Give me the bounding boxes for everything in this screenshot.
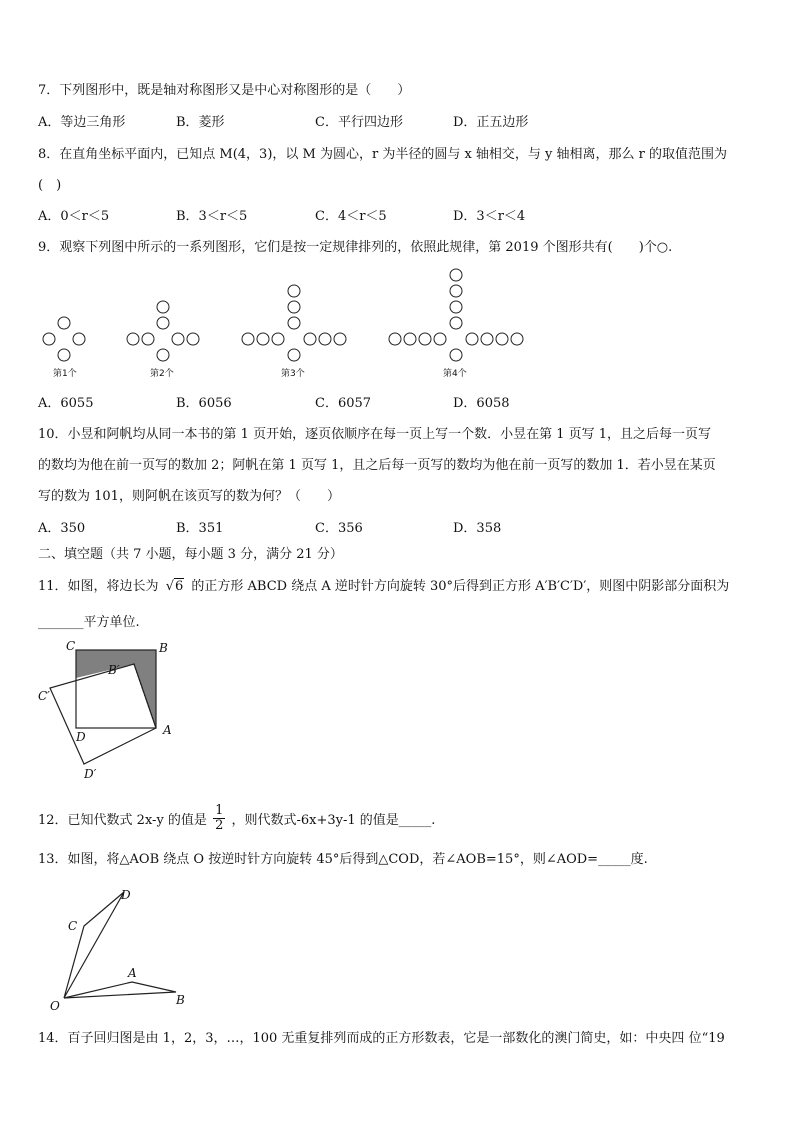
sqrt-icon: √: [165, 579, 174, 594]
q11-label-c: C: [66, 639, 76, 653]
q9-figure-1: [43, 317, 85, 361]
q12-line: [38, 803, 436, 835]
q7-stem: 7．下列图形中，既是轴对称图形又是中心对称图形的是（ ）: [38, 83, 411, 98]
q10-option-b: B．351: [176, 521, 224, 536]
q11-line-1: [38, 578, 729, 596]
q9-stem: 9．观察下列图中所示的一系列图形，它们是按一定规律排列的，依照此规律，第 2019 个图形共有( )个○.: [38, 240, 673, 255]
q7-option-b: B．菱形: [176, 115, 225, 130]
q13-label-o: O: [50, 999, 60, 1013]
q13-label-d: D: [121, 888, 131, 902]
q9-option-d: D．6058: [453, 396, 510, 411]
q9-caption-3: 第3个: [281, 369, 305, 379]
q11-sqrt: [166, 578, 185, 596]
q9-option-a: A．6055: [38, 396, 94, 411]
q13-stem: 13．如图，将△AOB 绕点 O 按逆时针方向旋转 45°后得到△COD，若∠AOB=15°，则∠AOD=_____度.: [38, 852, 648, 867]
q11-label-b: B: [159, 641, 168, 655]
q11-rotated-square-figure: [36, 638, 182, 786]
q11-shaded-region: [76, 650, 156, 728]
q11-label-c-prime: C′: [38, 689, 50, 703]
q11-line-1-start: 11．如图，将边长为: [38, 579, 159, 594]
q13-label-b: B: [176, 993, 185, 1007]
q11-radicand: 6: [174, 579, 184, 594]
q11-label-a: A: [163, 723, 172, 737]
q9-figure-3: [242, 285, 346, 361]
q7-option-c: C．平行四边形: [315, 115, 403, 130]
q11-label-d: D: [76, 730, 86, 744]
q7-option-a: A．等边三角形: [38, 115, 126, 130]
q8-option-c: C．4＜r＜5: [315, 209, 387, 224]
q10-line-3: 写的数为 101，则阿帆在该页写的数为何？（ ）: [38, 489, 340, 504]
section-2-heading: 二、填空题（共 7 小题，每小题 3 分，满分 21 分）: [38, 547, 343, 562]
q8-option-b: B．3＜r＜5: [176, 209, 248, 224]
q13-label-a: A: [128, 966, 137, 980]
q12-text-end: ，则代数式-6x+3y-1 的值是_____.: [231, 813, 436, 828]
q8-stem-paren: ( ): [38, 178, 62, 193]
q10-option-c: C．356: [315, 521, 363, 536]
q11-line-2: _______平方单位.: [38, 615, 140, 630]
q9-option-c: C．6057: [315, 396, 372, 411]
q14-stem: 14．百子回归图是由 1，2，3，…，100 无重复排列而成的正方形数表，它是一部数化的澳门简史，如：中央四 位“19: [38, 1031, 725, 1046]
q12-fraction: [213, 804, 225, 833]
q12-fraction-numerator: 1: [215, 803, 224, 818]
q11-line-1-end: 的正方形 ABCD 绕点 A 逆时针方向旋转 30°后得到正方形 A′B′C′D′，则图中阴影部分面积为: [191, 579, 730, 594]
q9-figure-2: [127, 301, 199, 361]
q13-triangle-aob: [64, 982, 176, 998]
q9-pattern-figure: [36, 264, 536, 380]
q10-option-a: A．350: [38, 521, 86, 536]
q10-line-1: 10．小昱和阿帆均从同一本书的第 1 页开始，逐页依顺序在每一页上写一个数．小昱在第 1 页写 1，且之后每一页写: [38, 427, 712, 442]
q12-fraction-denominator: 2: [215, 818, 224, 833]
q11-label-b-prime: B′: [108, 663, 120, 677]
q9-option-b: B．6056: [176, 396, 232, 411]
q13-rotation-figure: [36, 880, 196, 1016]
q9-figure-4: [389, 269, 523, 361]
q10-line-2: 的数均为他在前一页写的数加 2；阿帆在第 1 页写 1，且之后每一页写的数均为他在前一页写的数加 1．若小昱在某页: [38, 458, 716, 473]
q7-option-d: D．正五边形: [453, 115, 529, 130]
q11-label-d-prime: D′: [84, 767, 97, 781]
q8-stem: 8．在直角坐标平面内，已知点 M(4，3)，以 M 为圆心，r 为半径的圆与 x 轴相交，与 y 轴相离，那么 r 的取值范围为: [38, 147, 728, 162]
q13-label-c: C: [68, 919, 78, 933]
q12-text-start: 12．已知代数式 2x-y 的值是: [38, 813, 207, 828]
q10-option-d: D．358: [453, 521, 502, 536]
q8-option-a: A．0＜r＜5: [38, 209, 110, 224]
q9-caption-4: 第4个: [443, 369, 467, 379]
q9-caption-2: 第2个: [150, 369, 174, 379]
q13-triangle-cod: [64, 892, 124, 998]
q9-caption-1: 第1个: [53, 369, 77, 379]
q8-option-d: D．3＜r＜4: [453, 209, 526, 224]
